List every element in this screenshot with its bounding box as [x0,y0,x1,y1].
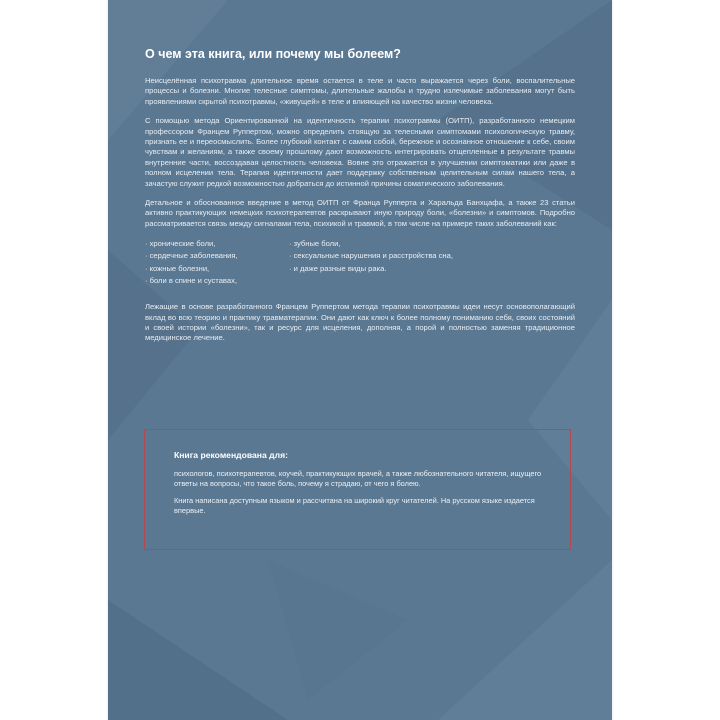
disease-list [145,238,575,287]
list-item: · зубные боли, [289,239,341,249]
list-item: · сердечные заболевания, [145,251,238,261]
page-title: О чем эта книга, или почему мы болеем? [145,47,401,61]
recommendation-box [144,429,571,550]
recommendation-audience: психологов, психотерапевтов, коучей, практикующих врачей, а также любознательного читателя, ищущего ответы на вопросы, что такое боль, почему я страдаю, от чего я болею. [174,469,542,489]
paragraph-intro: Неисцелённая психотравма длительное время остается в теле и часто выражается через боли, воспалительные процессы и болезни. Многие телесные симптомы, длительные жалобы и трудно излечимые заболевания могут быть проявлениями скрытой психотравмы, «живущей» в теле и влияющей на качество жизни человека. [145,76,575,106]
list-item [289,275,509,287]
list-item: · хронические боли, [145,239,216,249]
list-item: · и даже разные виды рака. [289,263,387,273]
recommendation-note: Книга написана доступным языком и рассчитана на широкий круг читателей. На русском языке издается впервые. [174,495,535,516]
paragraph-closing: Лежащие в основе разработанного Францем Руппертом метода терапии психотравмы идеи несут основополагающий вклад во всю теорию и практику травматерапии. Они дают как ключ к более полному пониманию себя, своих состояний и своей истории «болезни», так и ресурс для исцеления, дополняя, а порой и полностью заменяя традиционное медицинское лечение. [145,302,575,343]
book-back-cover [108,0,612,720]
paragraph-introduction: Детальное и обоснованное введение в метод ОИТП от Франца Рупперта и Харальда Банхцафа, а также 23 статьи активно практикующих немецких психотерапевтов раскрывают иную природу боли, «болезни» и симптомов. Подробно рассматривается связь между сигналами тела, психикой и травмой, в том числе на примере таких заболеваний как: [145,198,575,228]
recommendation-title: Книга рекомендована для: [174,450,288,460]
paragraph-method: С помощью метода Ориентированной на идентичность терапии психотравмы (ОИТП), разработанного немецким профессором Францем Руппертом, можно определить стоящую за телесными симптомами психологическую травму, признать ее и переосмыслить. Более глубокий контакт с самим собой, бережное и осознанное отношение к себе, своим чувствам и желаниям, а также своему прошлому дают возможность интегрировать отщепленные в результате травмы внутренние части, воссоздавая целостность человека. Вовне это отражается в улучшении симптоматики или даже в полном исцелении тела. Терапия идентичности дает поддержку собственным целительным силам нашего тела, а зачастую служит редкой возможностью добраться до истинной причины соматического заболевания. [145,116,575,188]
list-item: · сексуальные нарушения и расстройства сна, [289,251,453,261]
list-item: · боли в спине и суставах, [145,275,237,285]
list-item: · кожные болезни, [145,263,210,273]
